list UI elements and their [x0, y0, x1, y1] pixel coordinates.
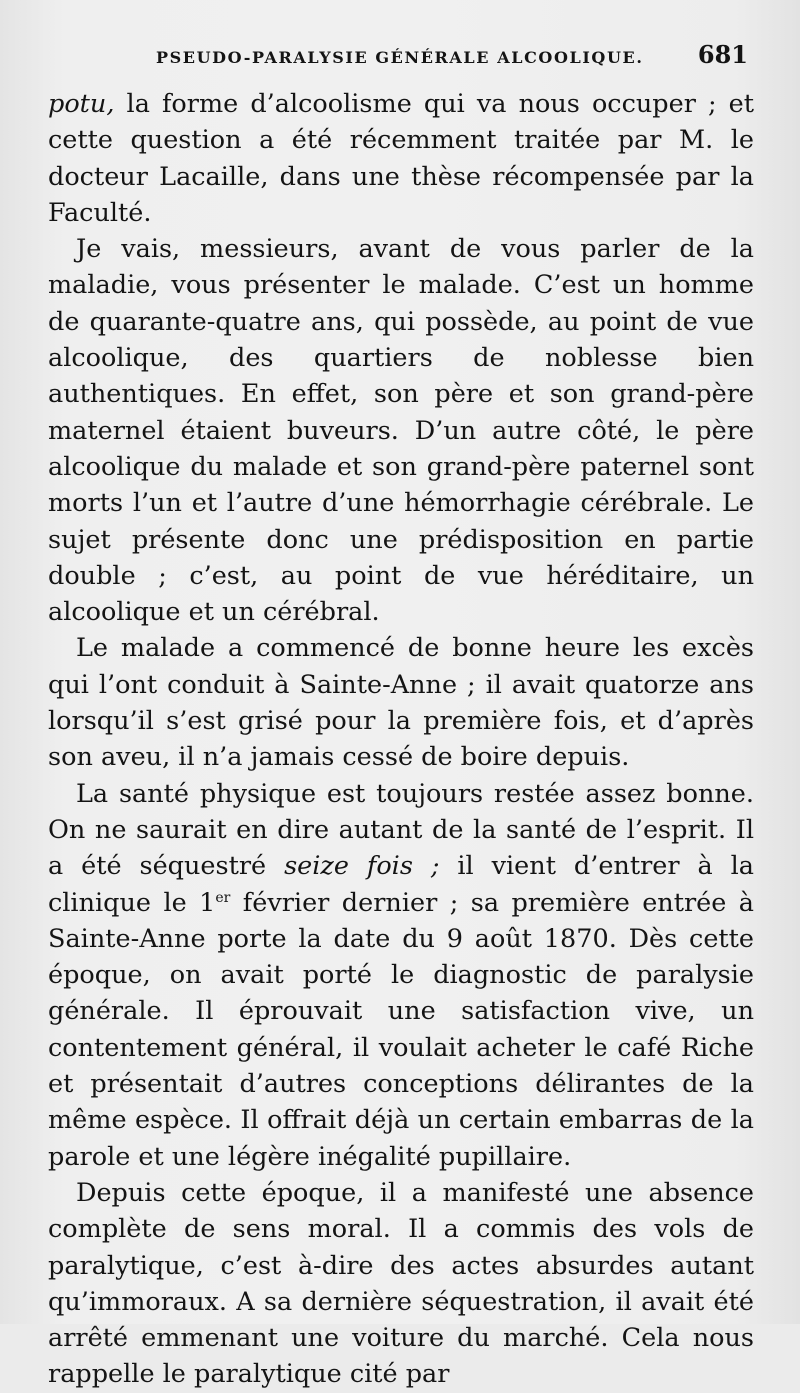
paragraph-text: Je vais, messieurs, avant de vous parler de la maladie, vous présenter le malade. C’est un homme de quarante-quatre ans, qui possède, au point de vue alcoolique, des quartiers de noblesse bien authentiques. En effet, son père et son grand-père maternel étaient buveurs. D’un autre côté, le père alcoolique du malade et son grand-père paternel sont morts l’un et l’autre d’une hémorrhagie cérébrale. Le sujet présente donc une prédisposition en partie double ; c’est, au point de vue héréditaire, un alcoolique et un cérébral.	[48, 234, 754, 628]
body-text	[48, 86, 754, 1393]
page-header	[48, 40, 752, 80]
paragraph-text: la forme d’alcoolisme qui va nous occuper ; et cette question a été récemment traitée par M. le docteur Lacaille, dans une thèse récompensée par la Faculté.	[48, 89, 754, 228]
paragraph-4	[48, 776, 754, 1175]
italic-word: potu,	[48, 89, 115, 119]
page-number: 681	[697, 40, 748, 69]
paragraph-3	[48, 630, 754, 775]
italic-phrase: seize fois ;	[284, 851, 440, 882]
running-title: PSEUDO-PARALYSIE GÉNÉRALE ALCOOLIQUE.	[156, 48, 644, 67]
paragraph-text: Depuis cette époque, il a manifesté une absence complète de sens moral. Il a commis des vols de paralytique, c’est à-dire des actes absurdes autant qu’immoraux. A sa dernière séquestration, il avait été arrêté emmenant une voiture du marché. Cela nous rappelle le paralytique cité par	[48, 1177, 754, 1390]
ordinal-superscript: er	[215, 889, 231, 906]
paragraph-text: il vient d’entrer à la clinique le 1	[48, 851, 754, 918]
paragraph-text: Le malade a commencé de bonne heure les excès qui l’ont conduit à Sainte-Anne ; il avait quatorze ans lorsqu’il s’est grisé pour la première fois, et d’après son aveu, il n’a jamais cessé de boire depuis.	[48, 633, 754, 773]
paragraph-2	[48, 231, 754, 630]
paragraph-1	[48, 86, 754, 231]
paragraph-5	[48, 1175, 754, 1393]
paragraph-text: février dernier ; sa première entrée à Sainte-Anne porte la date du 9 août 1870. Dès cette époque, on avait porté le diagnostic de paralysie générale. Il éprouvait une satisfaction vive, un contentement général, il voulait acheter le café Riche et présentait d’autres conceptions délirantes de la même espèce. Il offrait déjà un certain embarras de la parole et une légère inégalité pupillaire.	[48, 887, 754, 1172]
paragraph-text: La santé physique est toujours restée assez bonne. On ne saurait en dire autant de la santé de l’esprit. Il a été séquestré	[48, 778, 754, 882]
